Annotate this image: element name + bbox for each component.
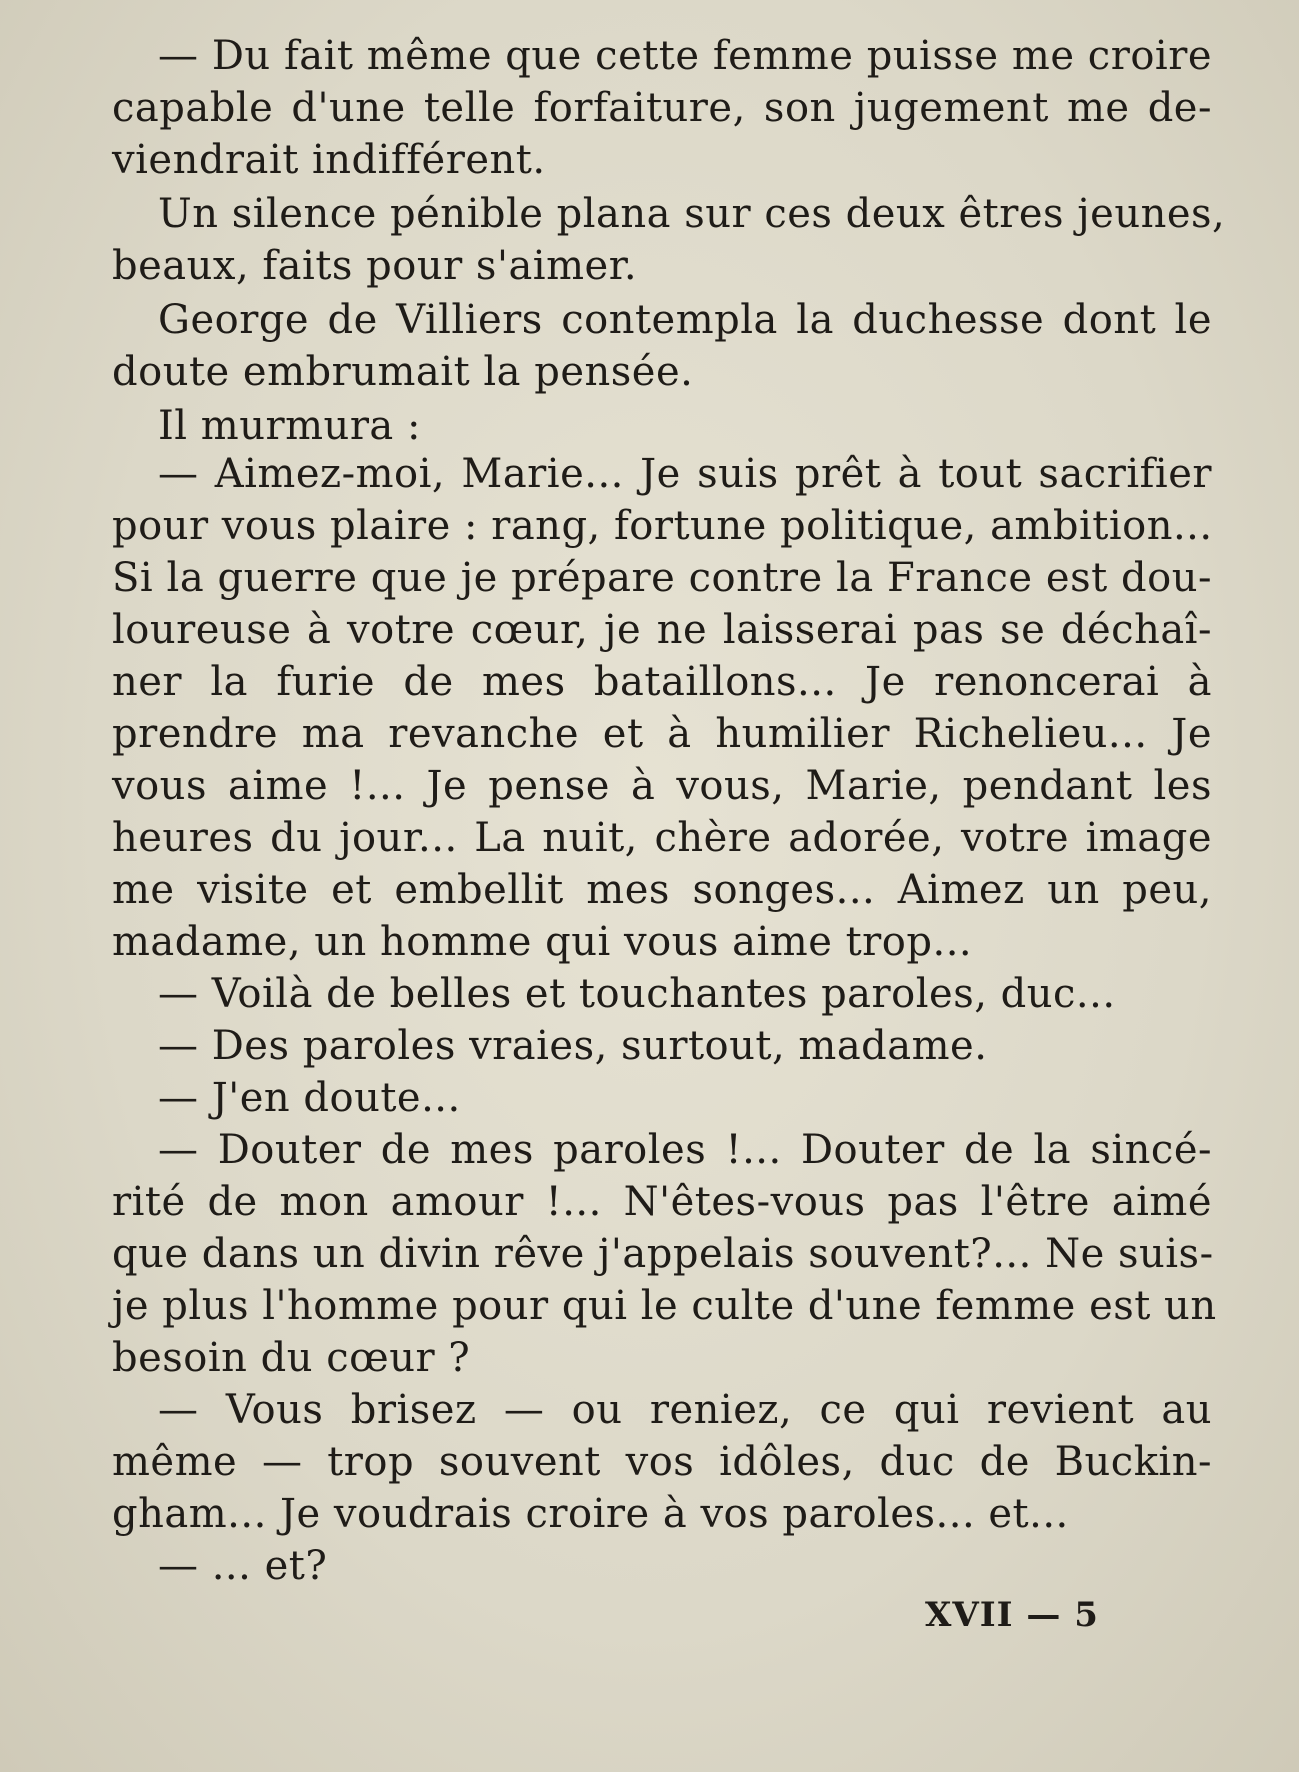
printer-signature: XVII — 5 xyxy=(925,1595,1099,1635)
text-line: même — trop souvent vos idôles, duc de Buckin- xyxy=(112,1439,1212,1485)
text-line: — Des paroles vraies, surtout, madame. xyxy=(158,1023,988,1069)
text-line: prendre ma revanche et à humilier Richelieu... Je xyxy=(112,711,1212,757)
text-line: viendrait indifférent. xyxy=(112,137,546,183)
text-line: — Aimez-moi, Marie... Je suis prêt à tout sacrifier xyxy=(158,451,1212,497)
text-line: besoin du cœur ? xyxy=(112,1335,471,1381)
text-line: loureuse à votre cœur, je ne laisserai pas se déchaî- xyxy=(112,607,1212,653)
text-line: — ... et? xyxy=(158,1543,328,1589)
text-line: — J'en doute... xyxy=(158,1075,461,1121)
text-line: — Voilà de belles et touchantes paroles, duc... xyxy=(158,971,1116,1017)
text-line: heures du jour... La nuit, chère adorée, votre image xyxy=(112,815,1212,861)
text-line: — Du fait même que cette femme puisse me croire xyxy=(158,33,1212,79)
text-line: vous aime !... Je pense à vous, Marie, pendant les xyxy=(112,763,1212,809)
text-line: doute embrumait la pensée. xyxy=(112,349,694,395)
text-line: capable d'une telle forfaiture, son jugement me de- xyxy=(112,85,1212,131)
text-line: Il murmura : xyxy=(158,403,421,449)
text-line: — Vous brisez — ou reniez, ce qui revient au xyxy=(158,1387,1212,1433)
text-line: Un silence pénible plana sur ces deux êtres jeunes, xyxy=(158,191,1226,237)
text-line: beaux, faits pour s'aimer. xyxy=(112,243,638,289)
text-line: gham... Je voudrais croire à vos paroles... et... xyxy=(112,1491,1069,1537)
text-line: — Douter de mes paroles !... Douter de la sincé- xyxy=(158,1127,1212,1173)
text-line: me visite et embellit mes songes... Aimez un peu, xyxy=(112,867,1212,913)
text-line: George de Villiers contempla la duchesse dont le xyxy=(158,297,1212,343)
text-line: je plus l'homme pour qui le culte d'une femme est un xyxy=(112,1283,1217,1329)
text-line: madame, un homme qui vous aime trop... xyxy=(112,919,973,965)
text-line: que dans un divin rêve j'appelais souvent?... Ne suis- xyxy=(112,1231,1214,1277)
text-line: ner la furie de mes bataillons... Je renoncerai à xyxy=(112,659,1212,705)
text-line: pour vous plaire : rang, fortune politique, ambition... xyxy=(112,503,1213,549)
text-line: rité de mon amour !... N'êtes-vous pas l'être aimé xyxy=(112,1179,1212,1225)
text-line: Si la guerre que je prépare contre la France est dou- xyxy=(112,555,1212,601)
